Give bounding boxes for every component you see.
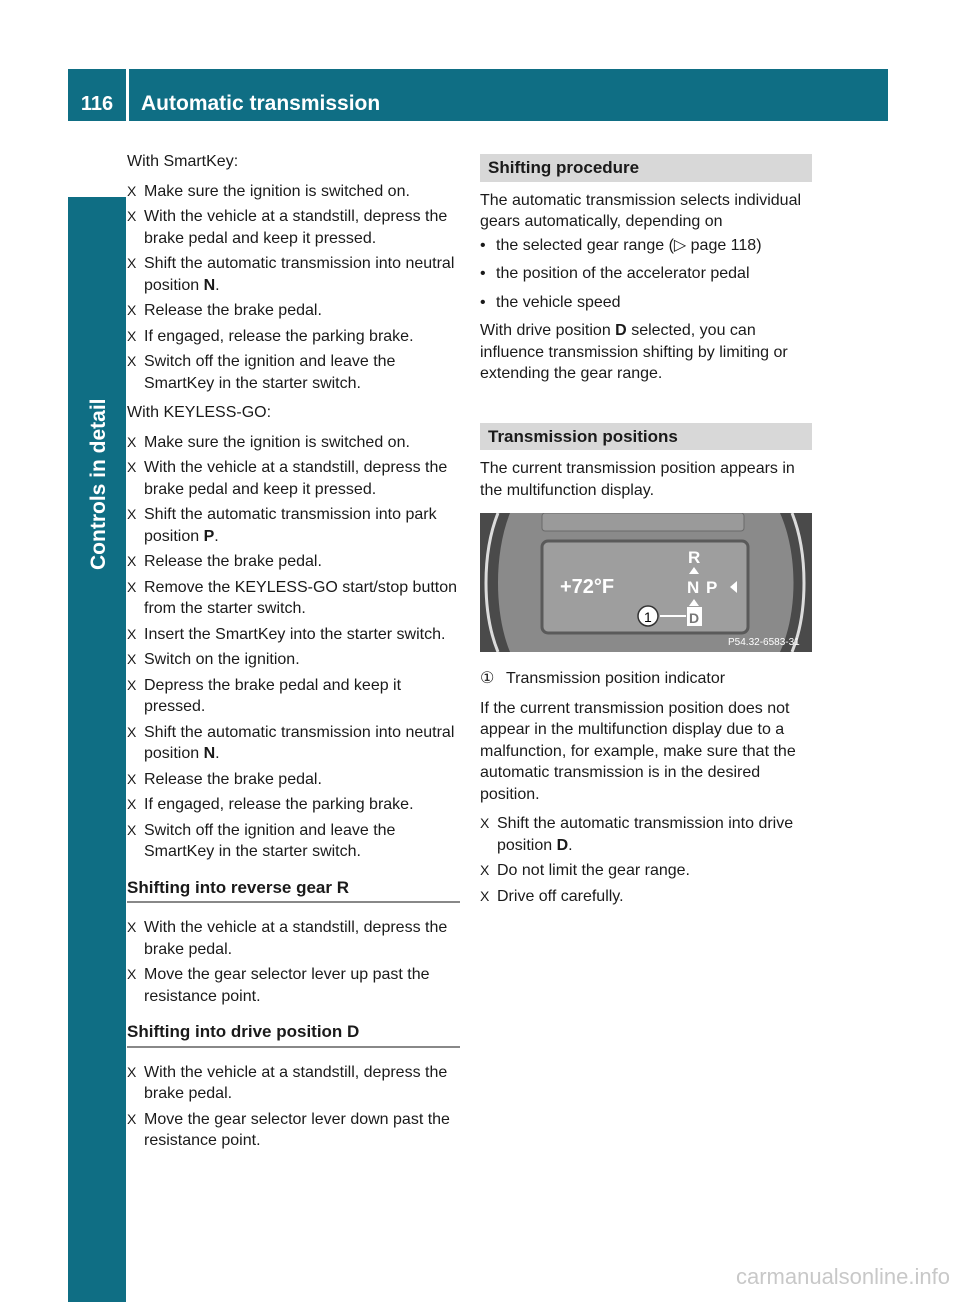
figure-caption: ① Transmission position indicator <box>480 670 726 687</box>
step: X Drive off carefully. <box>480 887 624 905</box>
step: X Switch off the ignition and leave the SmartKey in the starter switch. <box>127 353 396 392</box>
step: X Shift the automatic transmission into drive position D. <box>480 815 794 854</box>
watermark: carmanualsonline.info <box>735 1264 950 1289</box>
paragraph: The automatic transmission selects individual gears automatically, depending on <box>480 191 802 230</box>
instrument-cluster-image <box>480 513 812 652</box>
page-title: Automatic transmission <box>141 92 381 115</box>
temperature-readout: +72°F <box>560 576 615 598</box>
right-column <box>480 154 812 911</box>
paragraph: With drive position D selected, you can influence transmission shifting by limiting or extending the gear range. <box>480 322 788 382</box>
side-tab-label-box <box>79 320 115 570</box>
step: X Switch off the ignition and leave the SmartKey in the starter switch. <box>127 821 396 860</box>
step: X If engaged, release the parking brake. <box>127 327 414 345</box>
step: X Switch on the ignition. <box>127 651 300 668</box>
section-heading: Shifting procedure <box>480 154 812 182</box>
bullet-item: • the position of the accelerator pedal <box>480 265 750 282</box>
callout-number: 1 <box>644 609 652 625</box>
step: X Do not limit the gear range. <box>480 862 690 879</box>
drive-heading: Shifting into drive position D <box>127 1021 460 1048</box>
smartkey-label: With SmartKey: <box>127 153 239 170</box>
step: X With the vehicle at a standstill, depress the brake pedal and keep it pressed. <box>127 208 448 247</box>
section-heading: Transmission positions <box>480 423 812 451</box>
step: X With the vehicle at a standstill, depress the brake pedal. <box>127 919 448 958</box>
gear-d: D <box>689 610 700 626</box>
step: X Shift the automatic transmission into neutral position N. <box>127 255 455 294</box>
page-number: 116 <box>80 93 114 115</box>
step: X Release the brake pedal. <box>127 553 322 570</box>
keyless-label: With KEYLESS-GO: <box>127 404 272 421</box>
gear-r: R <box>688 548 701 567</box>
step: X Depress the brake pedal and keep it pressed. <box>127 676 402 715</box>
step: X Shift the automatic transmission into neutral position N. <box>127 723 455 762</box>
paragraph: If the current transmission position does not appear in the multifunction display due to a malfunction, for example, make sure that the automatic transmission is in the desired position. <box>480 699 796 803</box>
gear-n: N <box>687 578 700 597</box>
step: X With the vehicle at a standstill, depress the brake pedal and keep it pressed. <box>127 459 448 498</box>
gear-p: P <box>706 578 718 597</box>
paragraph: The current transmission position appears in the multifunction display. <box>480 460 795 499</box>
reverse-heading: Shifting into reverse gear R <box>127 877 460 904</box>
step: X Move the gear selector lever down past the resistance point. <box>127 1110 450 1149</box>
figure-code: P54.32-6583-31 <box>728 637 800 648</box>
header-divider <box>126 69 129 121</box>
bullet-item: • the selected gear range (▷ page 118) <box>480 236 762 254</box>
step: X Release the brake pedal. <box>127 302 322 319</box>
step: X If engaged, release the parking brake. <box>127 796 414 813</box>
left-column <box>127 151 460 1156</box>
bullet-item: • the vehicle speed <box>480 293 621 311</box>
step: X Remove the KEYLESS-GO start/stop button from the starter switch. <box>127 578 458 617</box>
side-tab-label: Controls in detail <box>87 398 110 570</box>
step: X Shift the automatic transmission into park position P. <box>127 506 437 545</box>
step: X With the vehicle at a standstill, depress the brake pedal. <box>127 1063 448 1102</box>
step: X Make sure the ignition is switched on. <box>127 433 410 451</box>
step: X Move the gear selector lever up past the resistance point. <box>127 966 430 1005</box>
step: X Insert the SmartKey into the starter switch. <box>127 625 446 643</box>
step: X Make sure the ignition is switched on. <box>127 182 410 200</box>
step: X Release the brake pedal. <box>127 770 322 788</box>
